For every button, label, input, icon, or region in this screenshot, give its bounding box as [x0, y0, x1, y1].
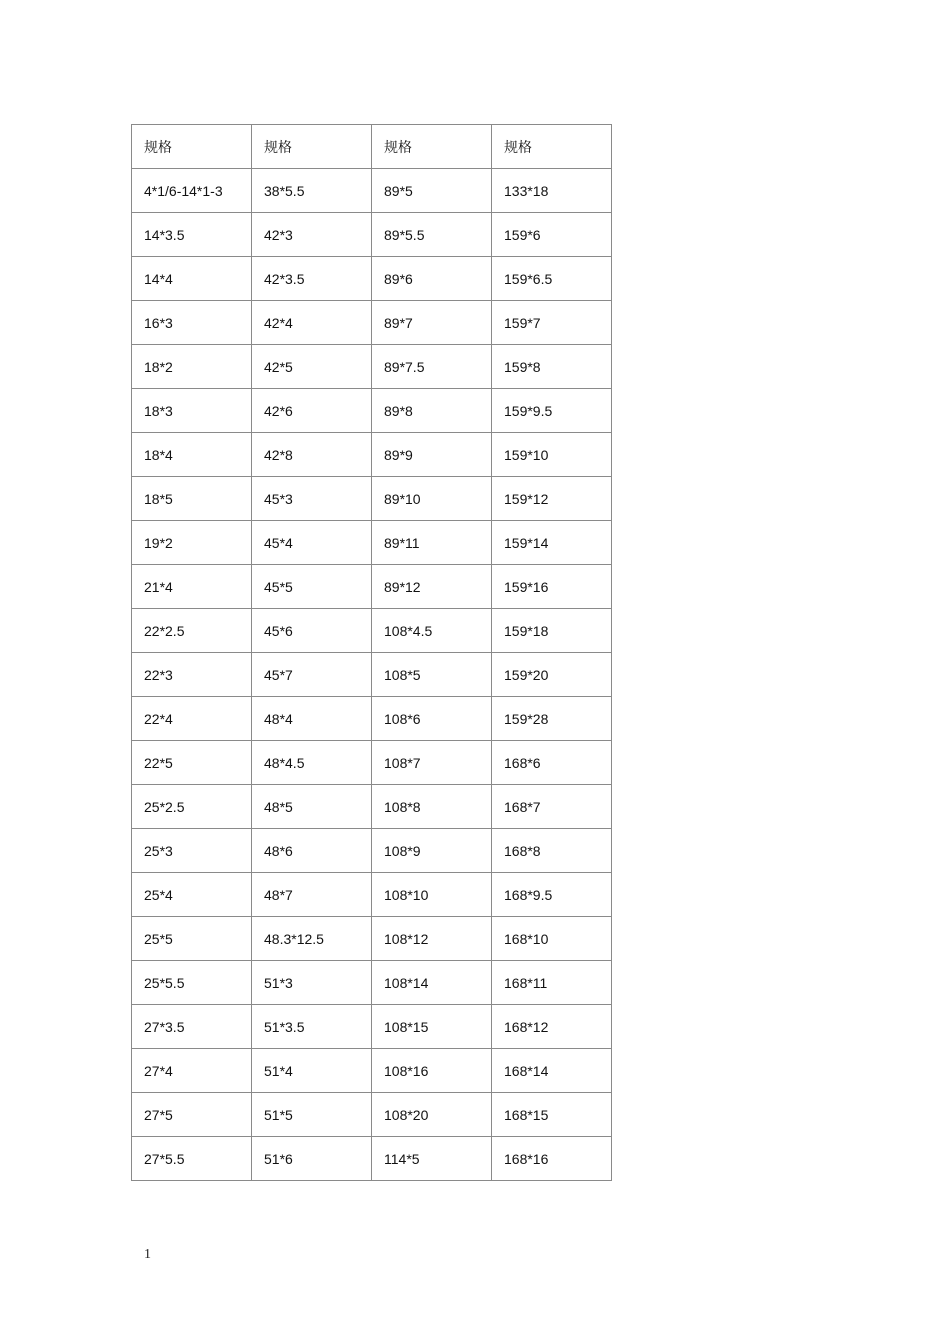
table-cell: 89*8: [372, 389, 492, 433]
table-cell: 168*6: [492, 741, 612, 785]
table-cell: 45*5: [252, 565, 372, 609]
page-number: 1: [144, 1247, 151, 1262]
table-cell: 45*4: [252, 521, 372, 565]
table-cell: 89*6: [372, 257, 492, 301]
column-header: 规格: [492, 125, 612, 169]
table-cell: 42*8: [252, 433, 372, 477]
table-row: [132, 389, 612, 433]
table-cell: 168*9.5: [492, 873, 612, 917]
table-row: [132, 301, 612, 345]
table-cell: 18*4: [132, 433, 252, 477]
table-row: [132, 653, 612, 697]
table-cell: 45*3: [252, 477, 372, 521]
table-cell: 14*4: [132, 257, 252, 301]
table-cell: 51*3.5: [252, 1005, 372, 1049]
table-cell: 168*10: [492, 917, 612, 961]
table-cell: 25*3: [132, 829, 252, 873]
table-cell: 25*2.5: [132, 785, 252, 829]
table-cell: 25*5.5: [132, 961, 252, 1005]
table-cell: 159*12: [492, 477, 612, 521]
table-cell: 25*4: [132, 873, 252, 917]
table-cell: 48*4.5: [252, 741, 372, 785]
table-cell: 108*16: [372, 1049, 492, 1093]
table-row: [132, 829, 612, 873]
header-row: [132, 125, 612, 169]
table-cell: 133*18: [492, 169, 612, 213]
table-cell: 42*3.5: [252, 257, 372, 301]
table-row: [132, 741, 612, 785]
table-cell: 159*10: [492, 433, 612, 477]
table-cell: 89*7: [372, 301, 492, 345]
table-row: [132, 257, 612, 301]
table-row: [132, 917, 612, 961]
table-cell: 42*6: [252, 389, 372, 433]
table-cell: 159*14: [492, 521, 612, 565]
table-cell: 22*3: [132, 653, 252, 697]
table-row: [132, 785, 612, 829]
table-row: [132, 169, 612, 213]
table-body: [132, 169, 612, 1181]
table-cell: 18*3: [132, 389, 252, 433]
table-cell: 19*2: [132, 521, 252, 565]
table-cell: 108*14: [372, 961, 492, 1005]
table-row: [132, 609, 612, 653]
table-cell: 159*8: [492, 345, 612, 389]
table-cell: 4*1/6-14*1-3: [132, 169, 252, 213]
table-row: [132, 565, 612, 609]
table-cell: 18*5: [132, 477, 252, 521]
table-row: [132, 873, 612, 917]
table-cell: 108*8: [372, 785, 492, 829]
table-cell: 27*4: [132, 1049, 252, 1093]
table-cell: 108*5: [372, 653, 492, 697]
table-cell: 22*4: [132, 697, 252, 741]
table-cell: 89*7.5: [372, 345, 492, 389]
table-cell: 48*7: [252, 873, 372, 917]
table-cell: 22*5: [132, 741, 252, 785]
table-cell: 159*16: [492, 565, 612, 609]
table-cell: 168*15: [492, 1093, 612, 1137]
table-cell: 51*3: [252, 961, 372, 1005]
table-cell: 48*6: [252, 829, 372, 873]
table-cell: 27*5: [132, 1093, 252, 1137]
table-cell: 14*3.5: [132, 213, 252, 257]
table-cell: 51*6: [252, 1137, 372, 1181]
column-header: 规格: [132, 125, 252, 169]
table-row: [132, 345, 612, 389]
table-cell: 22*2.5: [132, 609, 252, 653]
table-cell: 18*2: [132, 345, 252, 389]
table-row: [132, 1137, 612, 1181]
column-header: 规格: [372, 125, 492, 169]
table-cell: 159*9.5: [492, 389, 612, 433]
column-header: 规格: [252, 125, 372, 169]
table-cell: 89*11: [372, 521, 492, 565]
table-cell: 25*5: [132, 917, 252, 961]
table-cell: 89*9: [372, 433, 492, 477]
table-cell: 159*28: [492, 697, 612, 741]
table-cell: 159*20: [492, 653, 612, 697]
table-row: [132, 433, 612, 477]
table-cell: 89*12: [372, 565, 492, 609]
table-cell: 48*5: [252, 785, 372, 829]
table-cell: 45*6: [252, 609, 372, 653]
table-cell: 42*5: [252, 345, 372, 389]
table-row: [132, 1049, 612, 1093]
table-cell: 168*8: [492, 829, 612, 873]
table-cell: 51*5: [252, 1093, 372, 1137]
table-cell: 108*15: [372, 1005, 492, 1049]
table-cell: 21*4: [132, 565, 252, 609]
spec-table: [131, 124, 612, 1181]
table-row: [132, 1093, 612, 1137]
table-cell: 38*5.5: [252, 169, 372, 213]
table-cell: 168*14: [492, 1049, 612, 1093]
table-header: [132, 125, 612, 169]
table-cell: 114*5: [372, 1137, 492, 1181]
table-cell: 42*3: [252, 213, 372, 257]
table-cell: 108*9: [372, 829, 492, 873]
table-cell: 89*5: [372, 169, 492, 213]
table-cell: 168*11: [492, 961, 612, 1005]
table-cell: 159*6: [492, 213, 612, 257]
table-row: [132, 521, 612, 565]
table-cell: 159*18: [492, 609, 612, 653]
table-cell: 16*3: [132, 301, 252, 345]
table-cell: 48.3*12.5: [252, 917, 372, 961]
table-cell: 51*4: [252, 1049, 372, 1093]
table-cell: 48*4: [252, 697, 372, 741]
table-row: [132, 1005, 612, 1049]
table-cell: 168*16: [492, 1137, 612, 1181]
table-row: [132, 961, 612, 1005]
table-cell: 159*6.5: [492, 257, 612, 301]
table-cell: 108*20: [372, 1093, 492, 1137]
table-row: [132, 213, 612, 257]
table-cell: 89*10: [372, 477, 492, 521]
table-cell: 108*4.5: [372, 609, 492, 653]
table-row: [132, 697, 612, 741]
table-cell: 159*7: [492, 301, 612, 345]
table-cell: 42*4: [252, 301, 372, 345]
table-cell: 108*12: [372, 917, 492, 961]
table-cell: 27*3.5: [132, 1005, 252, 1049]
table-row: [132, 477, 612, 521]
table-cell: 168*7: [492, 785, 612, 829]
table-cell: 108*7: [372, 741, 492, 785]
table-cell: 108*10: [372, 873, 492, 917]
table-cell: 89*5.5: [372, 213, 492, 257]
table-cell: 45*7: [252, 653, 372, 697]
table-cell: 168*12: [492, 1005, 612, 1049]
table-cell: 108*6: [372, 697, 492, 741]
table-cell: 27*5.5: [132, 1137, 252, 1181]
